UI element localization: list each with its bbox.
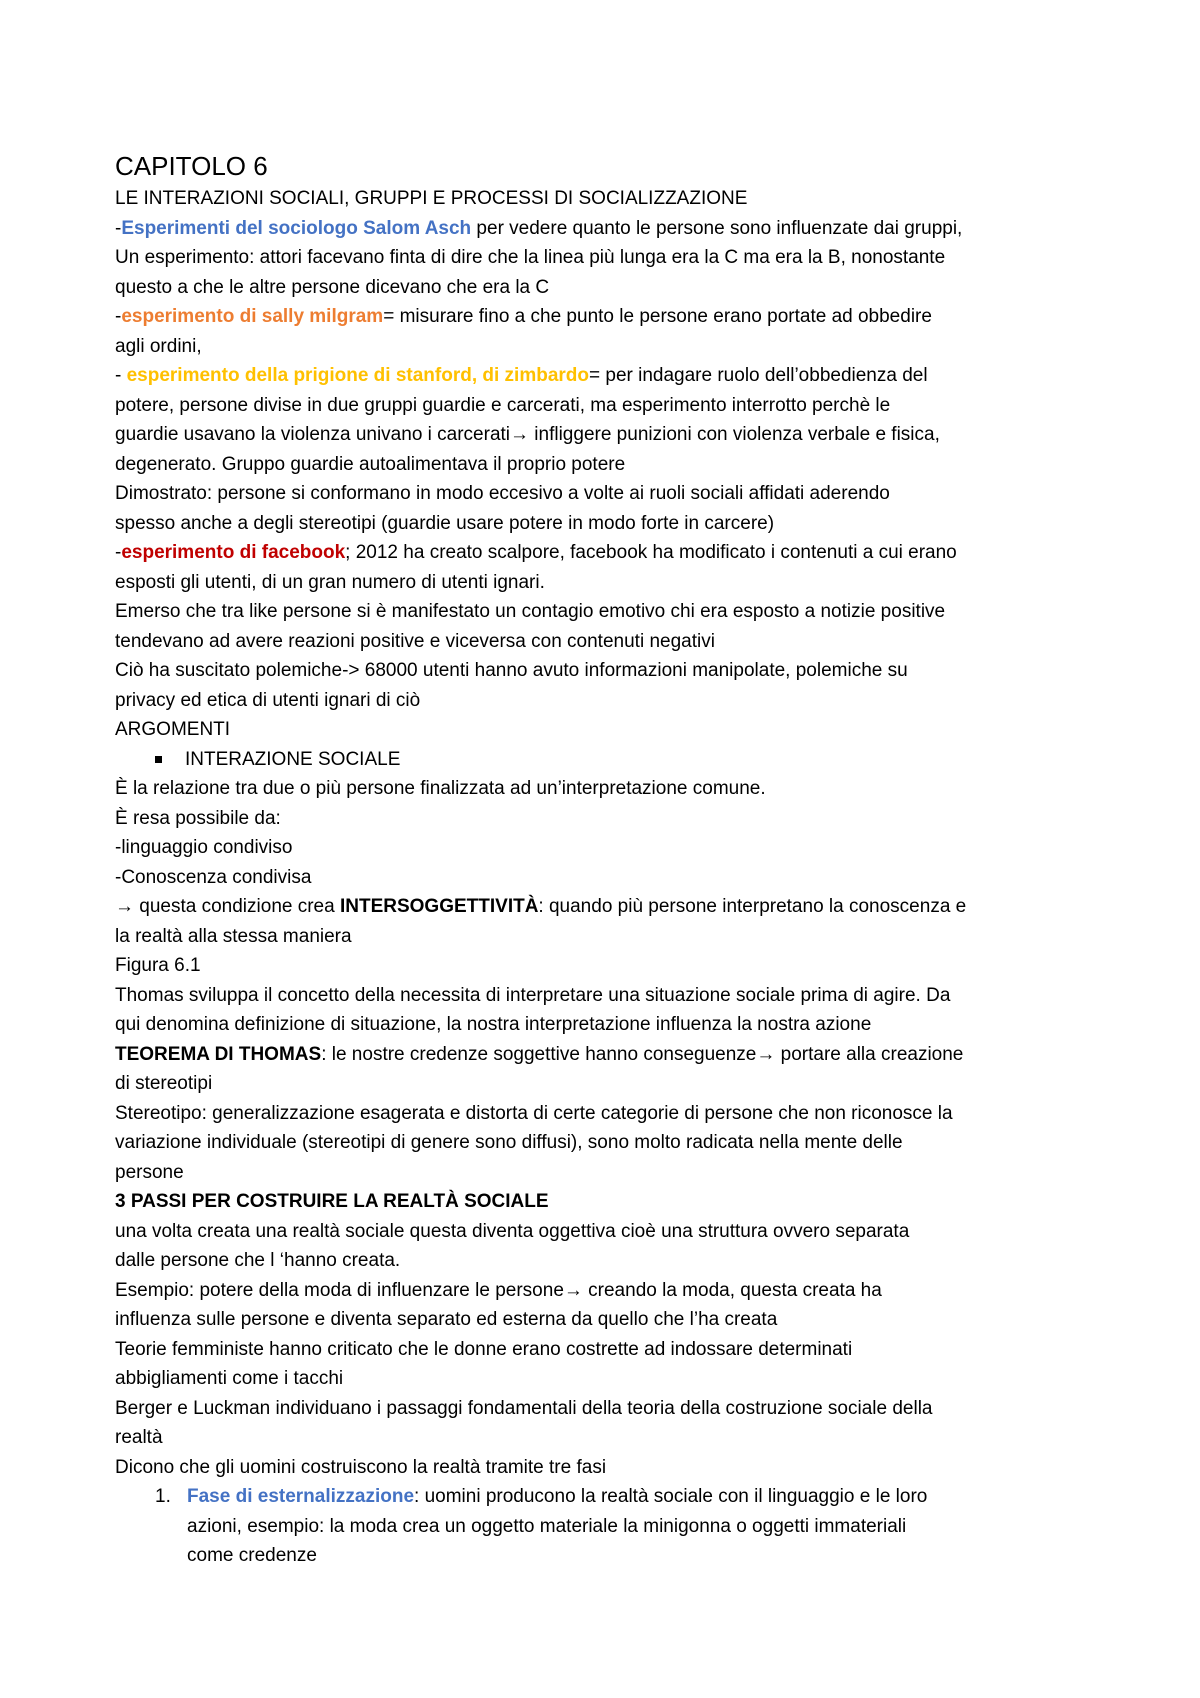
numbered-item-1 xyxy=(115,1482,1115,1512)
milgram-rest: = misurare fino a che punto le persone erano portate ad obbedire xyxy=(383,306,932,327)
passi-line-1: una volta creata una realtà sociale questa diventa oggettiva cioè una struttura ovvero separata xyxy=(115,1220,910,1242)
passi-heading: 3 PASSI PER COSTRUIRE LA REALTÀ SOCIALE xyxy=(115,1191,549,1212)
asch-highlight: Esperimenti del sociologo Salom Asch xyxy=(121,217,472,239)
interazione-line-1: È la relazione tra due o più persone finalizzata ad un’interpretazione comune. xyxy=(115,778,766,799)
stanford-highlight: esperimento della prigione di stanford, di zimbardo xyxy=(126,365,590,386)
interazione-line-6: la realtà alla stessa maniera xyxy=(115,925,352,947)
facebook-line-5: Ciò ha suscitato polemiche-> 68000 utenti hanno avuto informazioni manipolate, polemiche su xyxy=(115,660,908,681)
milgram-paragraph xyxy=(115,302,1115,332)
interazione-line-3: -linguaggio condiviso xyxy=(115,837,293,858)
facebook-prefix: - xyxy=(115,542,122,563)
stanford-line-6: spesso anche a degli stereotipi (guardie usare potere in modo forte in carcere) xyxy=(115,512,775,534)
item-number: 1. xyxy=(155,1486,171,1507)
facebook-line-4: tendevano ad avere reazioni positive e viceversa con contenuti negativi xyxy=(115,630,715,652)
facebook-line-2: esposti gli utenti, di un gran numero di utenti ignari. xyxy=(115,571,545,593)
stanford-line-2: potere, persone divise in due gruppi guardie e carcerati, ma esperimento interrotto perchè le xyxy=(115,394,891,416)
asch-prefix: - xyxy=(115,217,122,239)
item-1-rest: : uomini producono la realtà sociale con il linguaggio e le loro xyxy=(414,1486,928,1507)
asch-line-2: Un esperimento: attori facevano finta di dire che la linea più lunga era la C ma era la B, nonostante xyxy=(115,247,946,268)
teorema-rest: : le nostre credenze soggettive hanno conseguenze→ portare alla creazione xyxy=(321,1043,964,1065)
item-1-line-2: azioni, esempio: la moda crea un oggetto materiale la minigonna o oggetti immateriali xyxy=(187,1515,907,1537)
teorema-term: TEOREMA DI THOMAS xyxy=(115,1043,322,1065)
stanford-paragraph xyxy=(115,361,1115,391)
chapter-title: CAPITOLO 6 xyxy=(115,151,268,181)
document-body xyxy=(115,148,1115,1571)
passi-line-5: Teorie femministe hanno criticato che le donne erano costrette ad indossare determinati xyxy=(115,1338,853,1360)
passi-line-7: Berger e Luckman individuano i passaggi fondamentali della teoria della costruzione sociale della xyxy=(115,1397,933,1419)
passi-line-2: dalle persone che l ‘hanno creata. xyxy=(115,1250,401,1271)
teorema-paragraph xyxy=(115,1040,1115,1070)
stereotipo-line-1: Stereotipo: generalizzazione esagerata e distorta di certe categorie di persone che non riconosce la xyxy=(115,1102,953,1124)
thomas-line-2: qui denomina definizione di situazione, la nostra interpretazione influenza la nostra azione xyxy=(115,1014,872,1035)
stereotipo-line-3: persone xyxy=(115,1161,184,1183)
bullet-interazione-sociale xyxy=(115,745,1115,775)
intersoggettivita-paragraph xyxy=(115,892,1115,922)
stanford-line-5: Dimostrato: persone si conformano in modo eccesivo a volte ai ruoli sociali affidati aderendo xyxy=(115,483,890,504)
chapter-subtitle: LE INTERAZIONI SOCIALI, GRUPPI E PROCESSI DI SOCIALIZZAZIONE xyxy=(115,188,748,209)
interazione-line-2: È resa possibile da: xyxy=(115,807,281,829)
stanford-line-4: degenerato. Gruppo guardie autoalimentava il proprio potere xyxy=(115,453,626,475)
milgram-line-2: agli ordini, xyxy=(115,335,202,357)
milgram-prefix: - xyxy=(115,306,122,327)
interazione-line-4: -Conoscenza condivisa xyxy=(115,866,312,888)
facebook-line-6: privacy ed etica di utenti ignari di ciò xyxy=(115,689,421,711)
item-1-line-3: come credenze xyxy=(187,1545,317,1566)
stereotipo-line-2: variazione individuale (stereotipi di genere sono diffusi), sono molto radicata nella mente delle xyxy=(115,1132,903,1153)
facebook-paragraph xyxy=(115,538,1115,568)
passi-line-8: realtà xyxy=(115,1427,163,1448)
intersoggettivita-pre: → questa condizione crea xyxy=(115,896,340,917)
passi-line-9: Dicono che gli uomini costruiscono la realtà tramite tre fasi xyxy=(115,1456,607,1478)
stanford-line-3: guardie usavano la violenza univano i carcerati→ infliggere punizioni con violenza verbale e fisica, xyxy=(115,424,940,445)
milgram-highlight: esperimento di sally milgram xyxy=(121,306,384,327)
item-1-highlight: Fase di esternalizzazione xyxy=(187,1486,415,1507)
thomas-line-1: Thomas sviluppa il concetto della necessita di interpretare una situazione sociale prima di agire. Da xyxy=(115,984,951,1006)
facebook-line-3: Emerso che tra like persone si è manifestato un contagio emotivo chi era esposto a notizie positive xyxy=(115,601,946,622)
passi-line-3: Esempio: potere della moda di influenzare le persone→ creando la moda, questa creata ha xyxy=(115,1279,882,1301)
stanford-rest: = per indagare ruolo dell’obbedienza del xyxy=(589,365,928,386)
facebook-rest: ; 2012 ha creato scalpore, facebook ha modificato i contenuti a cui erano xyxy=(345,542,957,563)
facebook-highlight: esperimento di facebook xyxy=(121,542,346,563)
asch-paragraph xyxy=(115,214,1115,244)
stanford-prefix: - xyxy=(115,365,127,386)
figure-reference: Figura 6.1 xyxy=(115,955,201,976)
bullet-label: INTERAZIONE SOCIALE xyxy=(185,748,401,770)
intersoggettivita-post: : quando più persone interpretano la conoscenza e xyxy=(538,896,967,917)
passi-line-4: influenza sulle persone e diventa separato ed esterna da quello che l’ha creata xyxy=(115,1309,778,1330)
asch-line-3: questo a che le altre persone dicevano che era la C xyxy=(115,276,550,298)
teorema-line-2: di stereotipi xyxy=(115,1073,213,1094)
passi-line-6: abbigliamenti come i tacchi xyxy=(115,1368,344,1389)
square-bullet-icon xyxy=(155,756,162,763)
argomenti-heading: ARGOMENTI xyxy=(115,719,231,740)
intersoggettivita-term: INTERSOGGETTIVITÀ xyxy=(339,896,539,917)
asch-rest: per vedere quanto le persone sono influenzate dai gruppi, xyxy=(471,217,963,239)
